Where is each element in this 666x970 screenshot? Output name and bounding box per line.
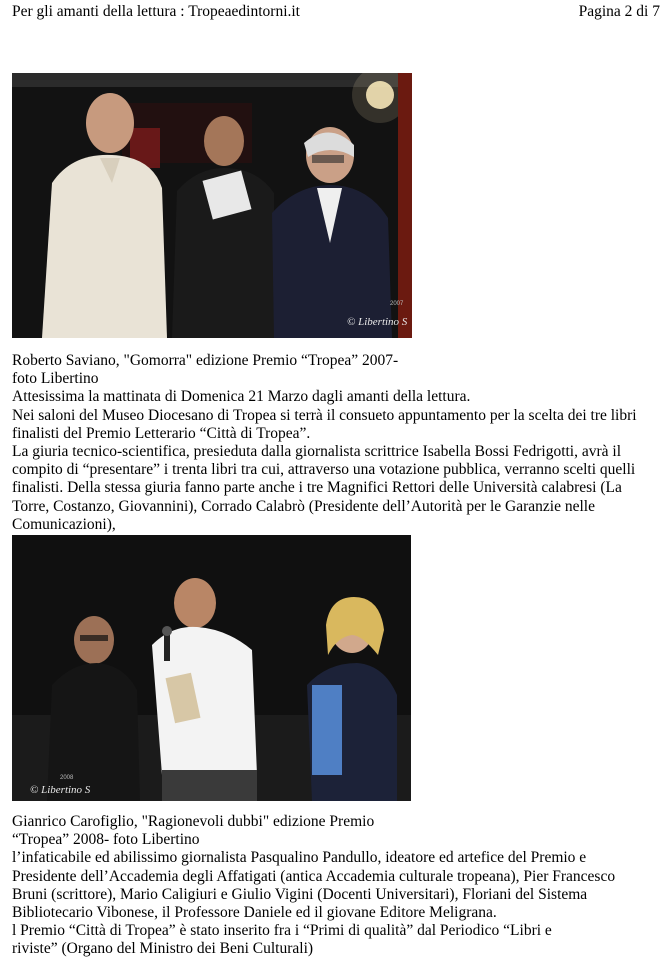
- body1-line1: Attesissima la mattinata di Domenica 21 Marzo dagli amanti della lettura.: [12, 388, 471, 406]
- body1-line7: Torre, Costanzo, Giovannini), Corrado Calabrò (Presidente dell’Autorità per le Garanzie nelle: [12, 497, 595, 515]
- caption1-line2: foto Libertino: [12, 370, 99, 388]
- site-title: Per gli amanti della lettura : Tropeaedintorni.it: [12, 3, 300, 20]
- body1-line2: Nei saloni del Museo Diocesano di Tropea si terrà il consueto appuntamento per la scelta dei tre libri: [12, 406, 637, 424]
- page-number: Pagina 2 di 7: [578, 3, 660, 20]
- caption1-line1: Roberto Saviano, "Gomorra" edizione Premio “Tropea” 2007-: [12, 352, 399, 369]
- body2-line1: l’infaticabile ed abilissimo giornalista Pasqualino Pandullo, ideatore ed artefice del Premio e: [12, 849, 587, 867]
- body1-line8: Comunicazioni),: [12, 515, 116, 533]
- photo-carofiglio-illustration: [12, 535, 411, 801]
- photo1-year: 2007: [390, 301, 404, 307]
- photo2-year: 2008: [60, 775, 74, 781]
- photo-carofiglio-award: [12, 535, 411, 801]
- body2-line4: Bibliotecario Vibonese, il Professore Daniele ed il giovane Editore Meligrana.: [12, 904, 497, 922]
- body2-line2: Presidente dell’Accademia degli Affatigati (antica Accademia culturale tropeana), Pier Francesco: [12, 867, 616, 885]
- caption2-line1: Gianrico Carofiglio, "Ragionevoli dubbi" edizione Premio: [12, 813, 375, 830]
- article-section-1: [12, 352, 657, 534]
- body1-line3: finalisti del Premio Letterario “Città di Tropea”.: [12, 424, 311, 442]
- body1-line6: finalisti. Della stessa giuria fanno parte anche i tre Magnifici Rettori delle Università calabresi (La: [12, 479, 622, 497]
- body1-line4: La giuria tecnico-scientifica, presieduta dalla giornalista scrittrice Isabella Bossi Fedrigotti, avrà il: [12, 443, 622, 461]
- caption2-line2: “Tropea” 2008- foto Libertino: [12, 831, 200, 849]
- body2-line6: riviste” (Organo del Ministro dei Beni Culturali): [12, 940, 314, 958]
- blue-folder: [312, 685, 342, 775]
- page-header: [12, 2, 660, 24]
- photo-saviano-award: [12, 73, 412, 338]
- body2-line3: Bruni (scrittore), Mario Caligiuri e Giulio Vigini (Docenti Universitari), Floriani del Sistema: [12, 885, 588, 903]
- photo-saviano-illustration: [12, 73, 412, 338]
- photo2-watermark: © Libertino S: [30, 784, 91, 796]
- photo1-watermark: © Libertino S: [347, 316, 408, 328]
- body1-line5: compito di “presentare” i trenta libri tra cui, attraverso una votazione pubblica, verranno scelti quelli: [12, 461, 636, 479]
- microphone: [164, 633, 170, 661]
- body2-line5: l Premio “Città di Tropea” è stato inserito fra i “Primi di qualità” dal Periodico “Libri e: [12, 922, 552, 940]
- article-section-2: [12, 813, 657, 959]
